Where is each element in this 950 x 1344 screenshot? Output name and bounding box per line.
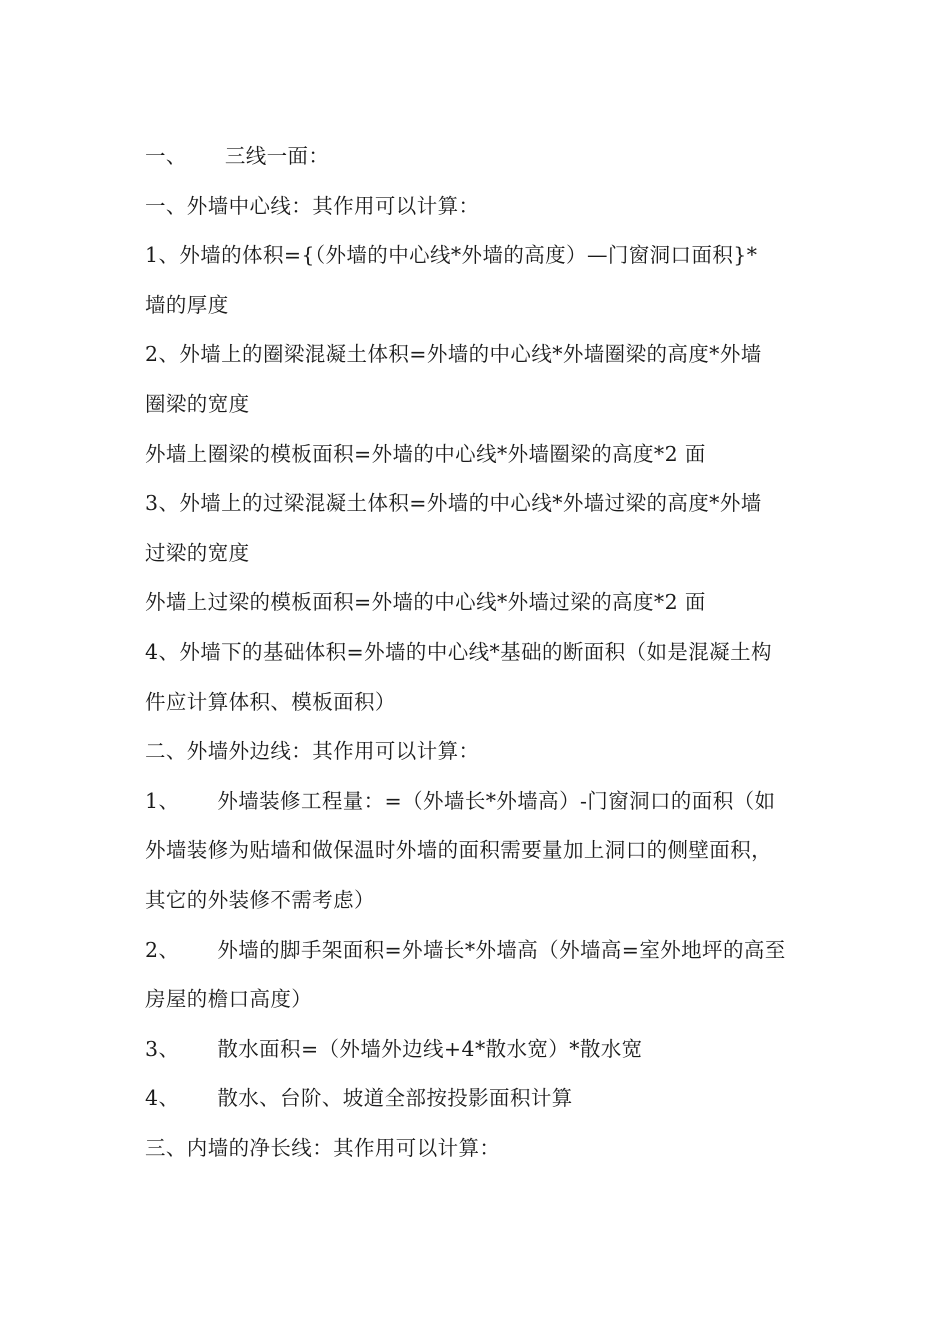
text-line: 3、外墙上的过梁混凝土体积=外墙的中心线*外墙过梁的高度*外墙: [145, 491, 762, 516]
list-item-4: [145, 1074, 810, 1124]
text-line: 其它的外装修不需考虑）: [145, 887, 375, 912]
heading-number: 一、: [145, 144, 187, 168]
item-text: 外墙装修工程量：=（外墙长*外墙高）-门窗洞口的面积（如: [217, 788, 776, 813]
list-item-3: [145, 1025, 810, 1075]
text-line: 外墙上圈梁的模板面积=外墙的中心线*外墙圈梁的高度*2 面: [145, 441, 706, 466]
text-line: 2、外墙上的圈梁混凝土体积=外墙的中心线*外墙圈梁的高度*外墙: [145, 342, 762, 367]
text-line: 房屋的檐口高度）: [145, 987, 313, 1012]
text-line: 1、外墙的体积={（外墙的中心线*外墙的高度）—门窗洞口面积}*: [145, 243, 758, 268]
item-text: 散水面积=（外墙外边线+4*散水宽）*散水宽: [217, 1036, 643, 1061]
item-text: 散水、台阶、坡道全部按投影面积计算: [217, 1086, 573, 1111]
item-number: 2、: [145, 937, 180, 962]
list-item-2: [145, 926, 810, 976]
text-line: 件应计算体积、模板面积）: [145, 689, 396, 714]
text-line: 墙的厚度: [145, 292, 229, 317]
text-line: 过梁的宽度: [145, 540, 250, 565]
item-number: 3、: [145, 1036, 180, 1061]
list-item-1: [145, 777, 810, 827]
text-line: 二、外墙外边线：其作用可以计算：: [145, 739, 480, 764]
text-line: 外墙上过梁的模板面积=外墙的中心线*外墙过梁的高度*2 面: [145, 590, 706, 615]
document-body: [145, 132, 810, 1173]
item-text: 外墙的脚手架面积=外墙长*外墙高（外墙高=室外地坪的高至: [217, 937, 786, 962]
text-line: 4、外墙下的基础体积=外墙的中心线*基础的断面积（如是混凝土构: [145, 639, 772, 664]
text-line: 一、外墙中心线：其作用可以计算：: [145, 193, 480, 218]
item-number: 1、: [145, 788, 180, 813]
heading-text: 三线一面：: [224, 144, 330, 168]
text-line: 三、内墙的净长线：其作用可以计算：: [145, 1135, 501, 1160]
item-number: 4、: [145, 1086, 180, 1111]
text-line: 外墙装修为贴墙和做保温时外墙的面积需要量加上洞口的侧壁面积，: [145, 838, 772, 863]
section-heading: [145, 132, 810, 182]
text-line: 圈梁的宽度: [145, 391, 250, 416]
